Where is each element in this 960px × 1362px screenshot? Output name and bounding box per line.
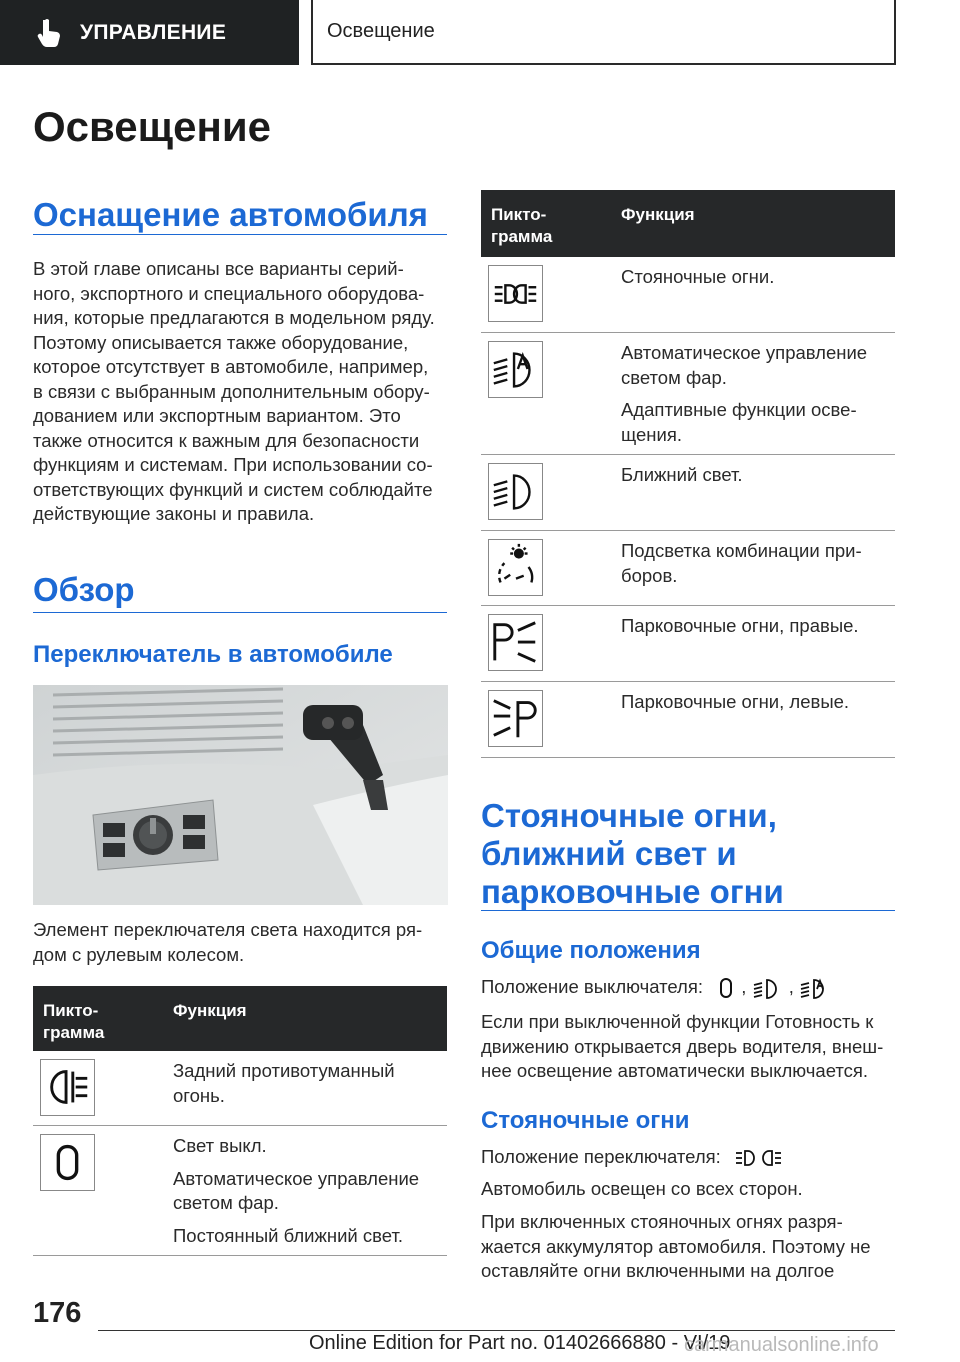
heading-lights: Стояночные огни, ближний свет и парковочные огни [481,797,784,910]
row-text: Парковочные огни, правые. [621,615,859,636]
page-number: 176 [33,1297,82,1329]
footer-rule [98,1330,895,1331]
table-row [33,1126,447,1256]
parking-right-icon [488,614,543,671]
auto-headlight-icon [488,341,543,398]
row-text: Свет выкл. [173,1135,267,1156]
rear-fog-icon [40,1059,95,1116]
general-paragraph: Если при выключенной функции Готовность к движению открывается дверь водителя, внеш- нее освещение автоматически выключается. [481,1011,884,1081]
table-row [33,1051,447,1126]
switch-position-label: Положение выключателя: [481,976,704,997]
chapter-title: Освещение [327,20,435,42]
parking-paragraph-1: Автомобиль освещен со всех сторон. [481,1178,803,1199]
table-row [481,682,895,758]
row-text: Ближний свет. [621,464,743,485]
parking-lights-icon [488,265,543,322]
instrument-illumination-icon [488,539,543,596]
row-text: Постоянный ближний свет. [173,1224,404,1246]
pictogram-table-left [33,986,447,1256]
col-function: Функция [173,1001,247,1020]
table-row [481,455,895,531]
footer-edition: Online Edition for Part no. 01402666880 - VI/19 [309,1332,731,1354]
table-header [33,986,447,1051]
auto-headlight-icon [799,976,831,1000]
col-pictogram: Пикто- грамма [491,205,553,246]
heading-rule [33,612,447,613]
row-text: Адаптивные функции осве- щения. [621,399,857,445]
row-text: Парковочные огни, левые. [621,691,850,712]
low-beam-icon [752,976,784,1000]
pictogram-table-right [481,190,895,758]
table-row [481,531,895,606]
row-text: Подсветка комбинации при- боров. [621,540,862,586]
table-row [481,257,895,333]
row-text: Задний противотуманный огонь. [173,1060,395,1106]
light-switch-photo [33,685,448,905]
table-header [481,190,895,257]
heading-equipment: Оснащение автомобиля [33,196,428,233]
equipment-paragraph: В этой главе описаны все варианты серий- ного, экспортного и специального оборудова- ния, которые предлагаются в модельном ряду. Поэтому описывается также оборудование, которое отсутствует в автомобиле, например, в связи с выбранным дополнительным обору- дованием или экспортным вариантом. Это также относится к важным для безопасности функциям и системам. При использовании со- ответствующих функций и систем соблюдайте действующие законы и правила. [33,258,435,524]
page-title: Освещение [33,103,271,150]
light-off-icon [40,1134,95,1191]
heading-switch: Переключатель в автомобиле [33,641,393,668]
switch-position-line: Положение выключателя: , , [481,975,901,1000]
col-function: Функция [621,205,695,224]
parking-paragraph-2: При включенных стояночных огнях разря- жается аккумулятор автомобиля. Поэтому не оставляйте огни включенными на долгое [481,1211,871,1281]
section-title: УПРАВЛЕНИЕ [80,20,227,44]
heading-rule [33,234,447,235]
row-text: Автоматическое управление светом фар. [621,342,868,388]
table-row [481,606,895,682]
parking-position-line [481,1145,901,1170]
light-off-icon [716,976,736,1000]
parking-left-icon [488,690,543,747]
heading-parking: Стояночные огни [481,1107,690,1134]
hand-icon [36,18,62,48]
table-row [481,333,895,455]
row-text: Автоматическое управление светом фар. [173,1167,420,1213]
col-pictogram: Пикто- грамма [43,1001,105,1042]
heading-rule [481,910,895,911]
heading-general: Общие положения [481,937,701,964]
section-tab [0,0,299,65]
heading-overview: Обзор [33,571,135,608]
parking-position-label: Положение переключателя: [481,1146,721,1167]
switch-paragraph: Элемент переключателя света находится ря- дом с рулевым колесом. [33,919,423,965]
parking-lights-icon [734,1146,784,1170]
chapter-tab [311,0,896,65]
low-beam-icon [488,463,543,520]
row-text: Стояночные огни. [621,266,775,287]
watermark: carmanualsonline.info [684,1334,879,1356]
